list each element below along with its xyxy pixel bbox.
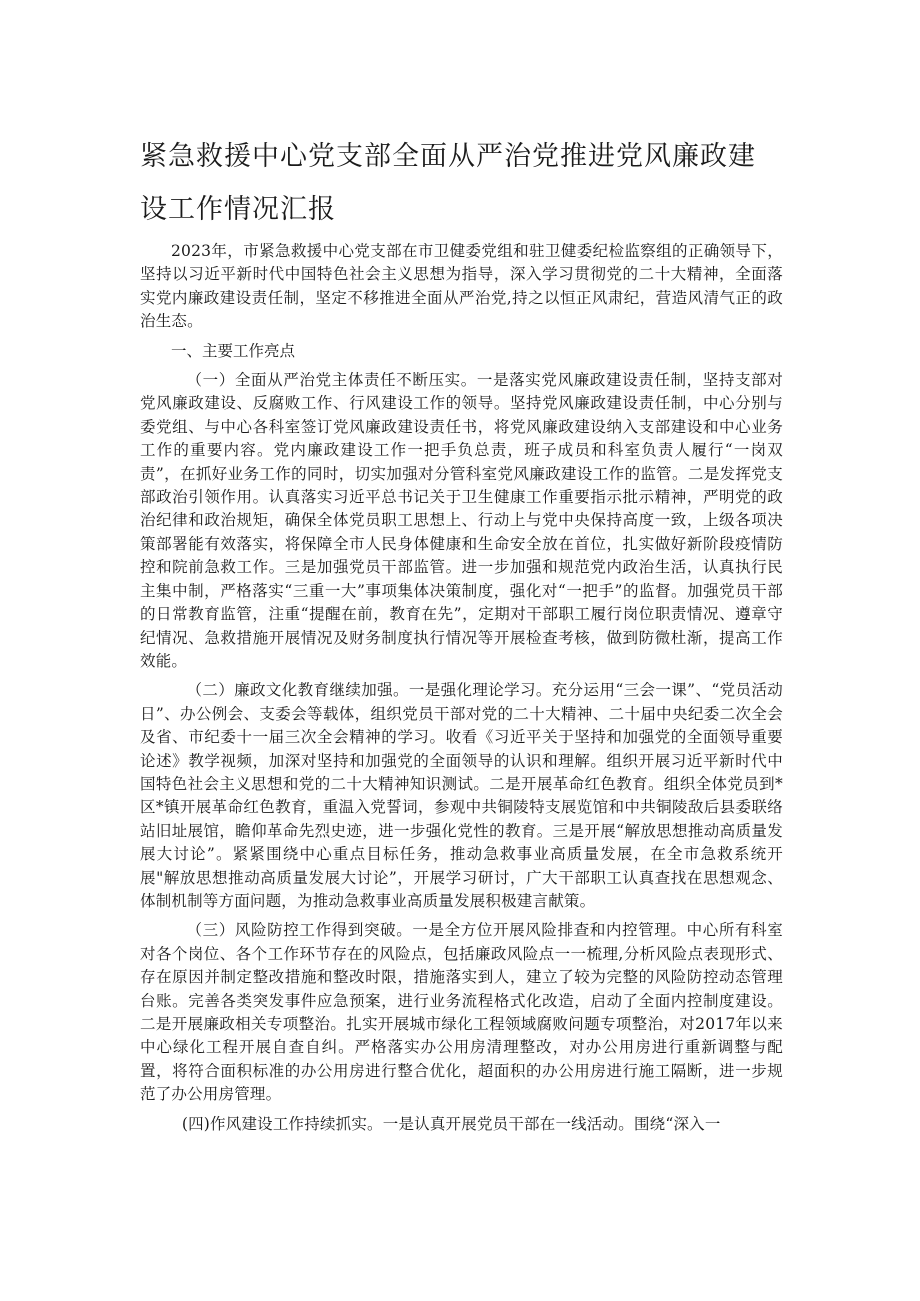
paragraph-4: (四)作风建设工作持续抓实。一是认真开展党员干部在一线活动。围绕“深入一	[181, 1114, 721, 1133]
section-heading: 一、主要工作亮点	[171, 341, 296, 360]
paragraph-3: （三）风险防控工作得到突破。一是全方位开展风险排查和内控管理。中心所有科室对各个岗位、各个工作环节存在的风险点，包括廉政风险点一一梳理,分析风险点表现形式、存在原因并制定整改措施和整改时限，措施落实到人，建立了较为完整的风险防控动态管理台账。完善各类突发事件应急预案，进行业务流程格式化改造，启动了全面内控制度建设。二是开展廉政相关专项整治。扎实开展城市绿化工程领域腐败问题专项整治，对2017年以来中心绿化工程开展自查自纠。严格落实办公用房清理整改，对办公用房进行重新调整与配置，将符合面积标准的办公用房进行整合优化，超面积的办公用房进行施工隔断，进一步规范了办公用房管理。	[140, 921, 783, 1104]
paragraph-1: （一）全面从严治党主体责任不断压实。一是落实党风廉政建设责任制，坚持支部对党风廉政建设、反腐败工作、行风建设工作的领导。坚持党风廉政建设责任制，中心分别与委党组、与中心各科室签订党风廉政建设责任书，将党风廉政建设纳入支部建设和中心业务工作的重要内容。党内廉政建设工作一把手负总责，班子成员和科室负责人履行“一岗双责”，在抓好业务工作的同时，切实加强对分管科室党风廉政建设工作的监管。二是发挥党支部政治引领作用。认真落实习近平总书记关于卫生健康工作重要指示批示精神，严明党的政治纪律和政治规矩，确保全体党员职工思想上、行动上与党中央保持高度一致，上级各项决策部署能有效落实，将保障全市人民身体健康和生命安全放在首位，扎实做好新阶段疫情防控和院前急救工作。三是加强党员干部监管。进一步加强和规范党内政治生活，认真执行民主集中制，严格落实“三重一大”事项集体决策制度，强化对“一把手”的监督。加强党员干部的日常教育监管，注重“提醒在前，教育在先”，定期对干部职工履行岗位职责情况、遵章守纪情况、急救措施开展情况及财务制度执行情况等开展检查考核，做到防微杜渐，提高工作效能。	[140, 371, 783, 670]
paragraph-2: （二）廉政文化教育继续加强。一是强化理论学习。充分运用“三会一课”、“党员活动日”、办公例会、支委会等载体，组织党员干部对党的二十大精神、二十届中央纪委二次全会及省、市纪委十一届三次全会精神的学习。收看《习近平关于坚持和加强党的全面领导重要论述》教学视频，加深对坚持和加强党的全面领导的认识和理解。组织开展习近平新时代中国特色社会主义思想和党的二十大精神知识测试。二是开展革命红色教育。组织全体党员到*区*镇开展革命红色教育，重温入党誓词，参观中共铜陵特支展览馆和中共铜陵敌后县委联络站旧址展馆，瞻仰革命先烈史迹，进一步强化党性的教育。三是开展“解放思想推动高质量发展大讨论”。紧紧围绕中心重点目标任务，推动急救事业高质量发展，在全市急救系统开展"解放思想推动高质量发展大讨论”，开展学习研讨，广大干部职工认真查找在思想观念、体制机制等方面问题，为推动急救事业高质量发展积极建言献策。	[140, 681, 783, 910]
document-title: 紧急救援中心党支部全面从严治党推进党风廉政建设工作情况汇报	[140, 141, 756, 225]
document-body	[140, 240, 783, 1142]
intro-paragraph: 2023年，市紧急救援中心党支部在市卫健委党组和驻卫健委纪检监察组的正确领导下，坚持以习近平新时代中国特色社会主义思想为指导，深入学习贯彻党的二十大精神，全面落实党内廉政建设责任制，坚定不移推进全面从严治党,持之以恒正风肃纪，营造风清气正的政治生态。	[140, 242, 783, 331]
